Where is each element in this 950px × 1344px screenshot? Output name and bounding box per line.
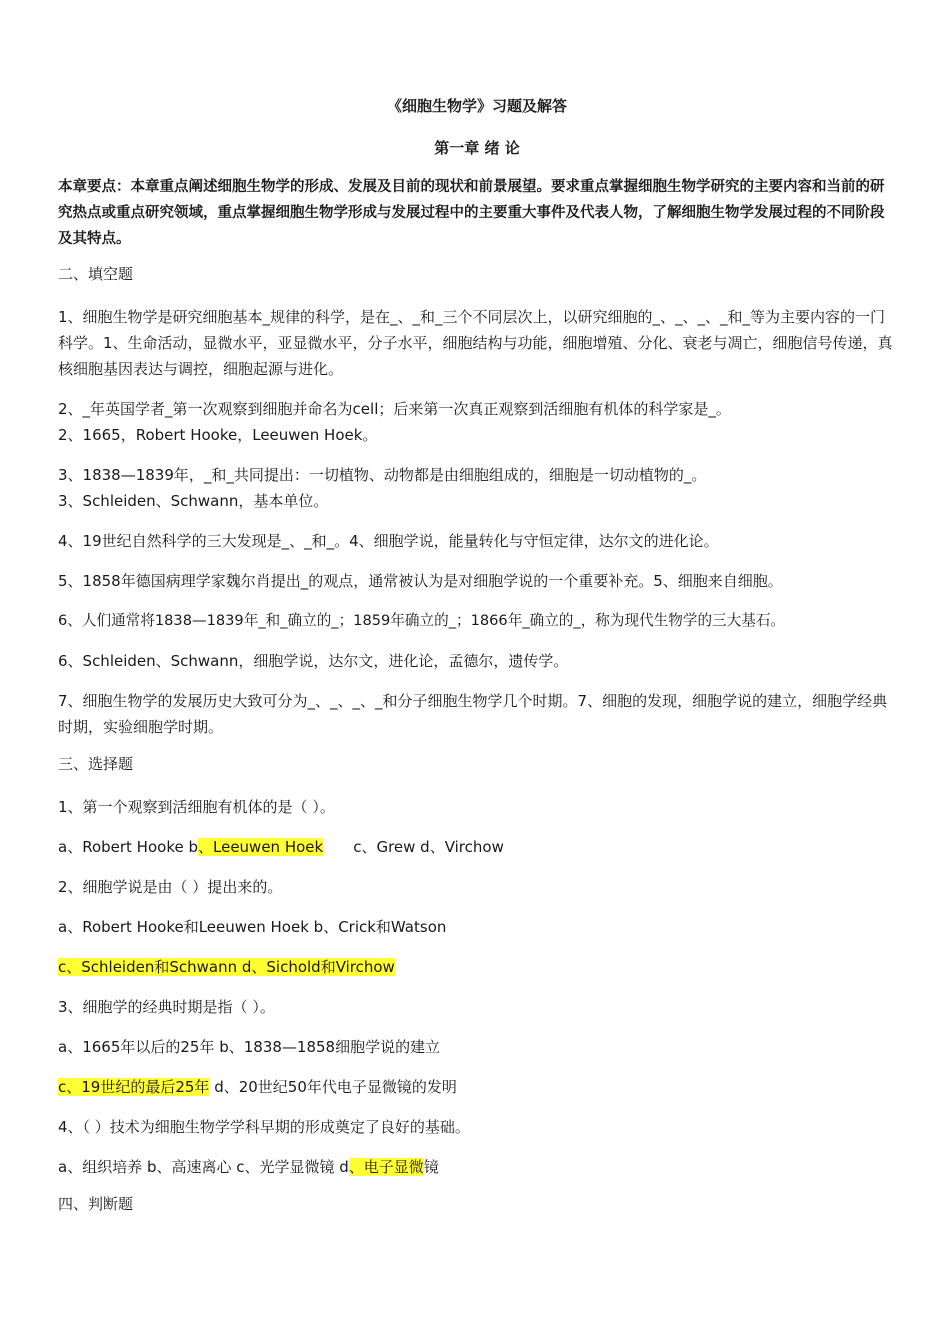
section-choice-heading: 三、选择题: [58, 755, 134, 773]
choice-q2-option-cd: [58, 954, 896, 980]
fill-blank-q3: [58, 462, 896, 514]
fill-blank-q7: 7、细胞生物学的发展历史大致可分为_、_、_、_和分子细胞生物学几个时期。7、细胞的发现，细胞学说的建立，细胞学经典时期，实验细胞学时期。: [58, 692, 888, 736]
choice-q3-option-ab: a、1665年以后的25年 b、1838—1858细胞学说的建立: [58, 1038, 441, 1056]
choice-q3-option-c-highlighted: c、19世纪的最后25年: [58, 1078, 210, 1096]
fill-blank-q5: 5、1858年德国病理学家魏尔肖提出_的观点，通常被认为是对细胞学说的一个重要补充。5、细胞来自细胞。: [58, 572, 783, 590]
choice-q1-option-cd: c、Grew d、Virchow: [353, 838, 504, 856]
choice-q2-option-ab: a、Robert Hooke和Leeuwen Hoek b、Crick和Watson: [58, 918, 447, 936]
chapter-key-points: 本章要点：本章重点阐述细胞生物学的形成、发展及目前的现状和前景展望。要求重点掌握细胞生物学研究的主要内容和当前的研究热点或重点研究领域，重点掌握细胞生物学形成与发展过程中的主要重大事件及代表人物，了解细胞生物学发展过程的不同阶段及其特点。: [58, 179, 885, 247]
fill-blank-q3-answer: 3、Schleiden、Schwann，基本单位。: [58, 492, 329, 510]
fill-blank-q4: 4、19世纪自然科学的三大发现是_、_和_。4、细胞学说，能量转化与守恒定律，达尔文的进化论。: [58, 532, 719, 550]
choice-q1-option-a: a、Robert Hooke b: [58, 838, 198, 856]
fill-blank-q6-question: 6、人们通常将1838—1839年_和_确立的_；1859年确立的_；1866年_确立的_，称为现代生物学的三大基石。: [58, 612, 786, 629]
section-judge-heading: 四、判断题: [58, 1195, 134, 1213]
choice-q4-options: [58, 1154, 896, 1180]
document-title: 《细胞生物学》习题及解答: [386, 97, 567, 115]
section-fill-blank-heading: 二、填空题: [58, 265, 134, 283]
choice-q4-option-abc: a、组织培养 b、高速离心 c、光学显微镜 d: [58, 1158, 349, 1176]
choice-q1-options: [58, 834, 896, 860]
choice-q3-option-cd: [58, 1074, 896, 1100]
fill-blank-q1: 1、细胞生物学是研究细胞基本_规律的科学，是在_、_和_三个不同层次上，以研究细胞的_、_、_、_和_等为主要内容的一门科学。1、生命活动，显微水平，亚显微水平，分子水平，细胞结构与功能，细胞增殖、分化、衰老与凋亡，细胞信号传递，真核细胞基因表达与调控，细胞起源与进化。: [58, 308, 893, 378]
fill-blank-q3-question: 3、1838—1839年，_和_共同提出：一切植物、动物都是由细胞组成的，细胞是一切动植物的_。: [58, 466, 707, 484]
fill-blank-q2: [58, 396, 896, 448]
fill-blank-q2-question: 2、_年英国学者_第一次观察到细胞并命名为cell；后来第一次真正观察到活细胞有机体的科学家是_。: [58, 400, 731, 418]
choice-q3-option-d: d、20世纪50年代电子显微镜的发明: [209, 1078, 457, 1096]
choice-q4-option-d-highlighted: 、电子显微: [348, 1158, 424, 1176]
choice-q4-option-d-tail: 镜: [423, 1158, 439, 1176]
choice-q2-question: 2、细胞学说是由（ ）提出来的。: [58, 878, 283, 896]
choice-q2-option-cd-highlighted: c、Schleiden和Schwann d、Sichold和Virchow: [58, 958, 395, 976]
chapter-title: 第一章 绪 论: [434, 139, 520, 157]
choice-q1-question: 1、第一个观察到活细胞有机体的是（ ）。: [58, 798, 335, 816]
choice-q4-question: 4、（ ）技术为细胞生物学学科早期的形成奠定了良好的基础。: [58, 1118, 470, 1136]
fill-blank-q2-answer: 2、1665，Robert Hooke，Leeuwen Hoek。: [58, 426, 378, 444]
choice-q3-question: 3、细胞学的经典时期是指（ ）。: [58, 998, 275, 1016]
fill-blank-q6-answer: 6、Schleiden、Schwann，细胞学说，达尔文，进化论，孟德尔，遗传学。: [58, 652, 569, 670]
choice-q1-option-b-highlighted: 、Leeuwen Hoek: [198, 838, 324, 856]
